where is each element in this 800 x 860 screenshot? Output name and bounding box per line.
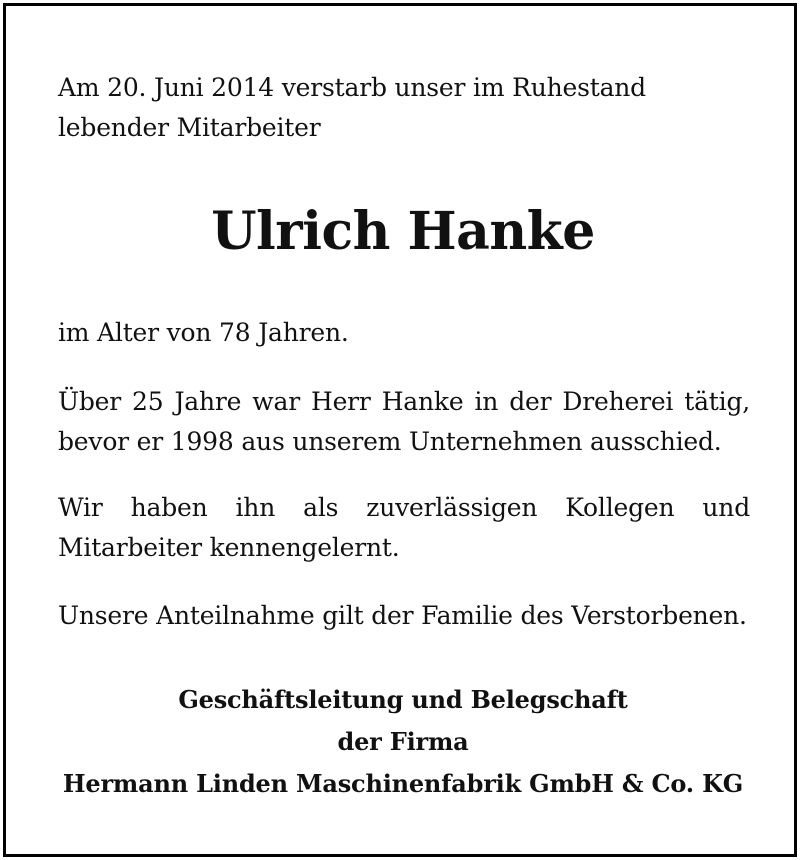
sympathy-paragraph: Unsere Anteilnahme gilt der Familie des Verstorbenen. — [58, 601, 747, 630]
deceased-name: Ulrich Hanke — [211, 201, 595, 262]
signature-line-management: Geschäftsleitung und Belegschaft — [178, 685, 628, 714]
signature-line-company-prefix: der Firma — [337, 727, 469, 756]
signature-block — [6, 679, 800, 805]
intro-paragraph: Am 20. Juni 2014 verstarb unser im Ruhestand lebender Mitarbeiter — [58, 73, 646, 142]
age-paragraph: im Alter von 78 Jahren. — [58, 318, 349, 347]
signature-line-company-name: Hermann Linden Maschinenfabrik GmbH & Co. KG — [62, 769, 744, 798]
colleague-paragraph: Wir haben ihn als zuverlässigen Kollegen und Mitarbeiter kennengelernt. — [58, 493, 750, 562]
obituary-frame — [3, 3, 797, 857]
work-paragraph: Über 25 Jahre war Herr Hanke in der Dreherei tätig, bevor er 1998 aus unserem Unternehmen ausschied. — [58, 387, 750, 456]
